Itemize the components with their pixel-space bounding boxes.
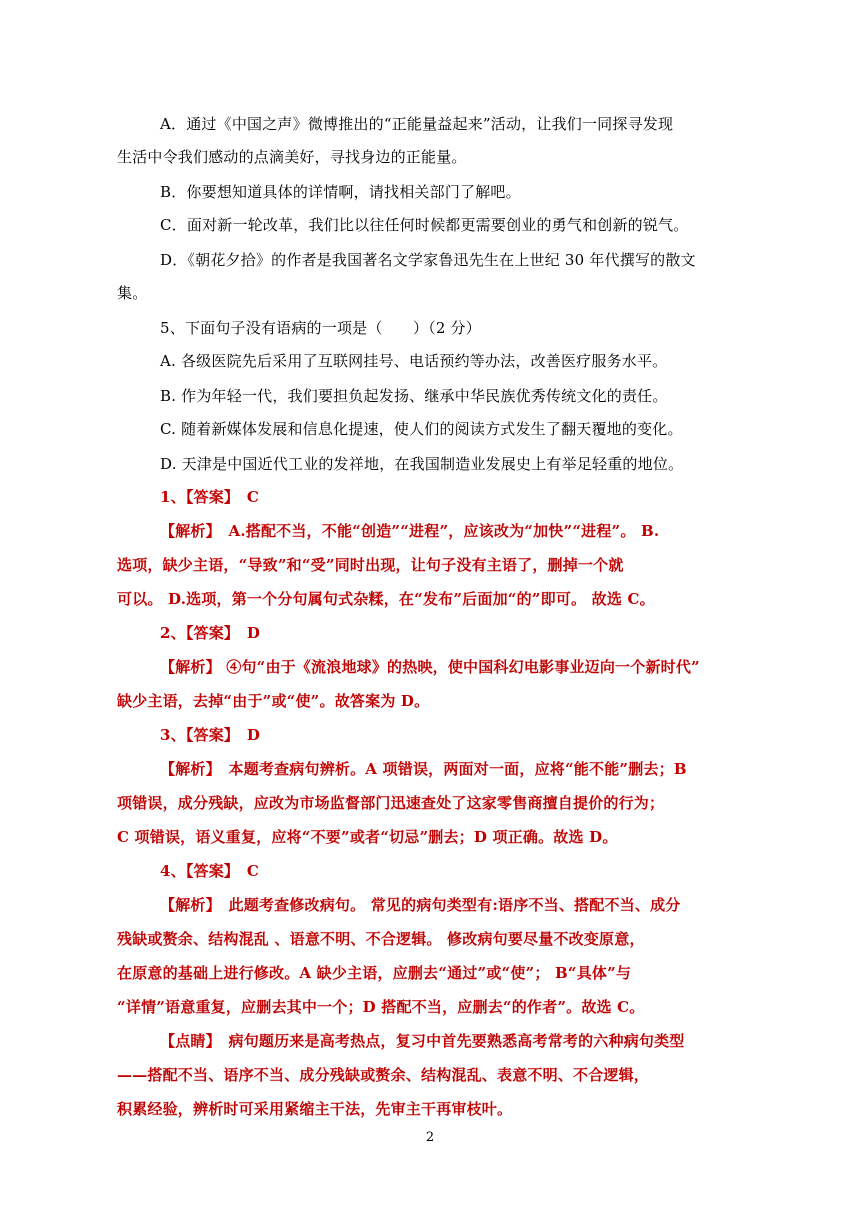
answer-3-label: 3、【答案】 D	[160, 726, 261, 744]
q5-stem: 5、下面句子没有语病的一项是（ ）（2 分）	[160, 319, 481, 337]
answer-2-analysis-line1: 【解析】 ④句“由于《流浪地球》的热映，使中国科幻电影事业迈向一个新时代”	[160, 658, 700, 676]
answer-4-analysis-line1: 【解析】 此题考查修改病句。 常见的病句类型有:语序不当、搭配不当、成分	[160, 896, 681, 914]
page-number: 2	[425, 1130, 435, 1145]
answer-2-label: 2、【答案】 D	[160, 624, 261, 642]
answer-4-tip-line1: 【点睛】 病句题历来是高考热点，复习中首先要熟悉高考常考的六种病句类型	[160, 1032, 685, 1050]
q4-option-c: C．面对新一轮改革，我们比以往任何时候都更需要创业的勇气和创新的锐气。	[160, 216, 689, 234]
answer-3-analysis-line3: C 项错误，语义重复，应将“不要”或者“切忌”删去；D 项正确。故选 D。	[117, 828, 618, 846]
answer-4-analysis-line2: 残缺或赘余、结构混乱 、语意不明、不合逻辑。 修改病句要尽量不改变原意，	[117, 930, 645, 948]
q4-option-d-line2: 集。	[117, 284, 148, 302]
answer-3-analysis-line2: 项错误，成分残缺，应改为市场监督部门迅速查处了这家零售商擅自提价的行为；	[117, 794, 665, 812]
q5-option-c: C. 随着新媒体发展和信息化提速，使人们的阅读方式发生了翻天覆地的变化。	[160, 420, 683, 438]
answer-4-label: 4、【答案】 C	[160, 862, 259, 880]
answer-1-analysis-line2: 选项，缺少主语，“导致”和“受”同时出现，让句子没有主语了，删掉一个就	[117, 556, 624, 574]
answer-4-analysis-line4: “详情”语意重复，应删去其中一个；D 搭配不当，应删去“的作者”。故选 C。	[117, 998, 645, 1016]
answer-4-tip-line2: ——搭配不当、语序不当、成分残缺或赘余、结构混乱、表意不明、不合逻辑，	[117, 1066, 650, 1084]
answer-4-tip-line3: 积累经验，辨析时可采用紧缩主干法，先审主干再审枝叶。	[117, 1100, 513, 1118]
answer-1-label: 1、【答案】 C	[160, 488, 259, 506]
answer-1-analysis-line1: 【解析】 A.搭配不当，不能“创造”“进程”，应该改为“加快”“进程”。 B.	[160, 522, 660, 540]
q4-option-a-line1: A．通过《中国之声》微博推出的“正能量益起来”活动，让我们一同探寻发现	[160, 115, 674, 133]
q4-option-a-line2: 生活中令我们感动的点滴美好，寻找身边的正能量。	[117, 148, 467, 166]
q4-option-b: B．你要想知道具体的详情啊，请找相关部门了解吧。	[160, 183, 521, 201]
answer-3-analysis-line1: 【解析】 本题考查病句辨析。A 项错误，两面对一面，应将“能不能”删去；B	[160, 760, 687, 778]
answer-2-analysis-line2: 缺少主语，去掉“由于”或“使”。故答案为 D。	[117, 692, 430, 710]
q4-option-d-line1: D．《朝花夕拾》的作者是我国著名文学家鲁迅先生在上世纪 30 年代撰写的散文	[160, 251, 696, 269]
q5-option-d: D. 天津是中国近代工业的发祥地，在我国制造业发展史上有举足轻重的地位。	[160, 455, 684, 473]
q5-option-b: B. 作为年轻一代，我们要担负起发扬、继承中华民族优秀传统文化的责任。	[160, 387, 668, 405]
answer-1-analysis-line3: 可以。 D.选项，第一个分句属句式杂糅，在“发布”后面加“的”即可。 故选 C。	[117, 590, 655, 608]
q5-option-a: A. 各级医院先后采用了互联网挂号、电话预约等办法，改善医疗服务水平。	[160, 352, 668, 370]
answer-4-analysis-line3: 在原意的基础上进行修改。A 缺少主语，应删去“通过”或“使”； B“具体”与	[117, 964, 632, 982]
